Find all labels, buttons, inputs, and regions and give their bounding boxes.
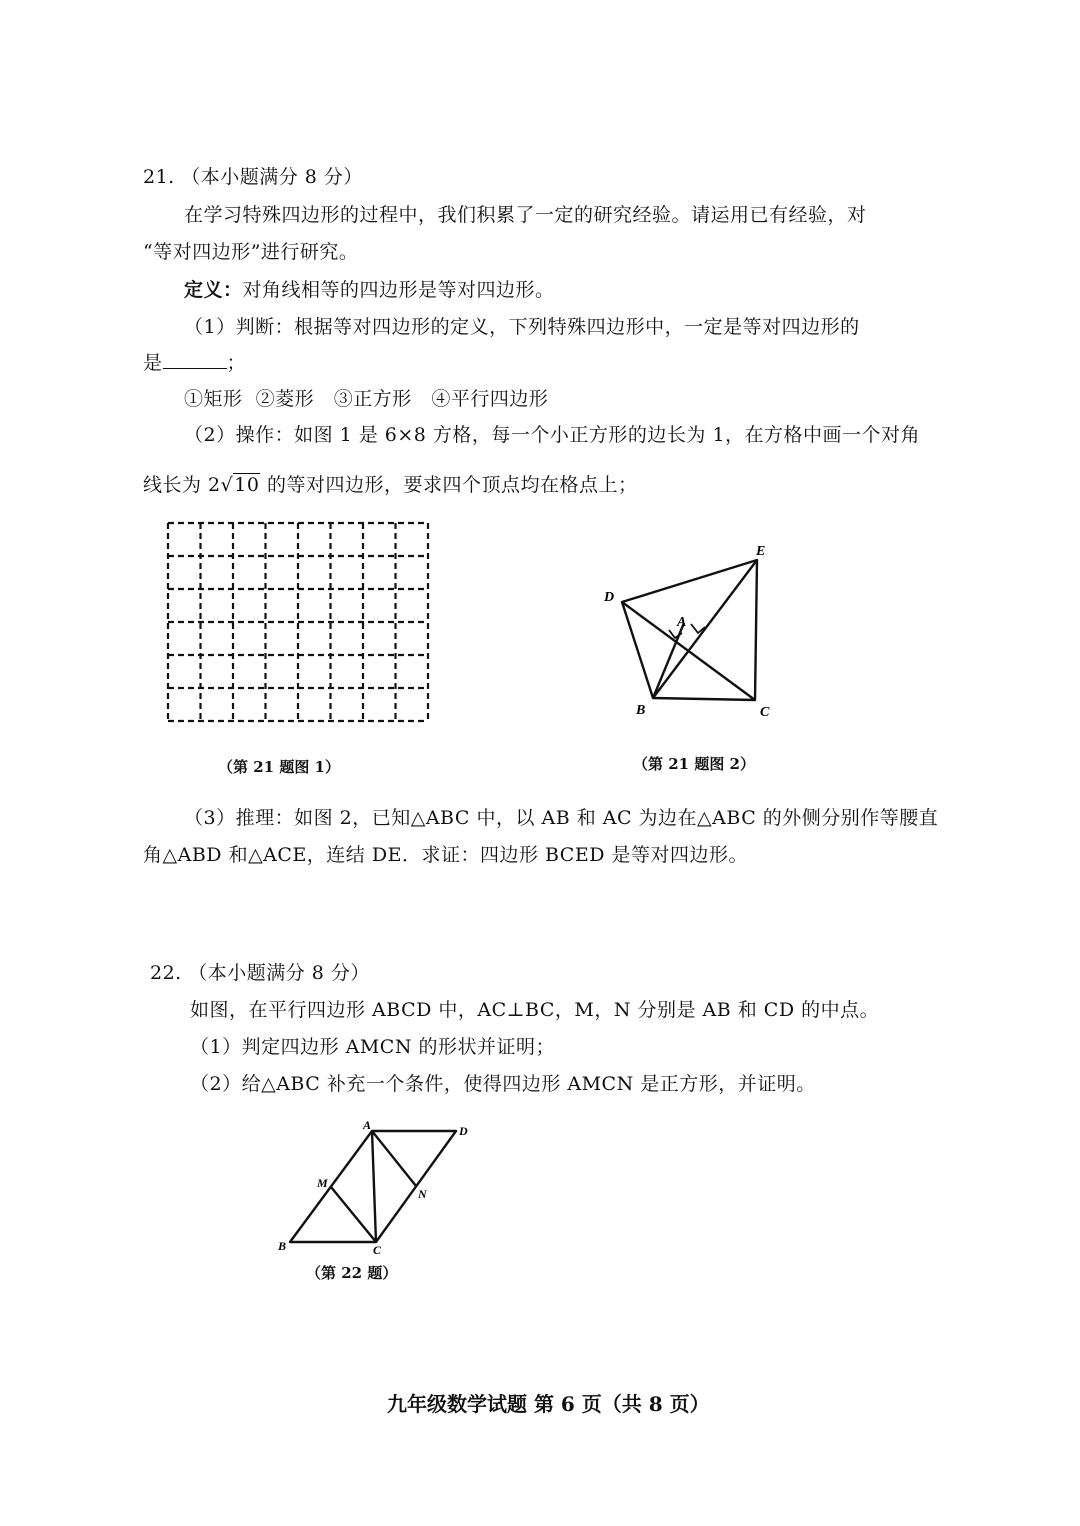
q22-intro: 如图，在平行四边形 ABCD 中，AC⊥BC，M，N 分别是 AB 和 CD 的中点。 xyxy=(190,999,880,1021)
label-M: M xyxy=(317,1176,328,1190)
option-2: ②菱形 xyxy=(255,388,315,410)
quadrilateral-BCED xyxy=(622,560,757,700)
label-E: E xyxy=(756,544,766,559)
q21-part2-line1: （2）操作：如图 1 是 6×8 方格，每一个小正方形的边长为 1，在方格中画一个对角 xyxy=(184,424,921,446)
answer-blank[interactable] xyxy=(163,350,227,369)
definition-text: 对角线相等的四边形是等对四边形。 xyxy=(242,279,555,301)
part1-suffix: ； xyxy=(226,352,247,374)
part2-suffix: 的等对四边形，要求四个顶点均在格点上； xyxy=(260,474,638,496)
label-A: A xyxy=(363,1118,372,1132)
page-footer: 九年级数学试题 第 6 页（共 8 页） xyxy=(387,1392,710,1416)
segment-BE xyxy=(653,560,757,698)
q21-definition xyxy=(184,277,555,303)
option-3: ③正方形 xyxy=(333,388,412,410)
q21-part1-line1: （1）判断：根据等对四边形的定义，下列特殊四边形中，一定是等对四边形的 xyxy=(184,316,860,338)
q21-part3-line2: 角△ABD 和△ACE，连结 DE．求证：四边形 BCED 是等对四边形。 xyxy=(143,844,748,866)
label-N: N xyxy=(418,1187,427,1201)
fig2-caption: （第 21 题图 2） xyxy=(633,755,755,773)
segment-AC xyxy=(372,1131,376,1242)
definition-label: 定义： xyxy=(184,279,243,301)
fig1-grid xyxy=(160,515,440,733)
part1-prefix: 是 xyxy=(143,352,163,374)
option-1: ①矩形 xyxy=(184,388,243,410)
option-4: ④平行四边形 xyxy=(431,388,549,410)
sqrt-radicand: 10 xyxy=(234,474,260,496)
q22-part1: （1）判定四边形 AMCN 的形状并证明； xyxy=(190,1036,556,1058)
fig2-diagram xyxy=(595,538,785,723)
label-C: C xyxy=(760,705,770,720)
q21-options xyxy=(184,386,548,412)
label-B: B xyxy=(636,703,646,718)
segment-AN xyxy=(372,1131,416,1186)
q21-part1-line2 xyxy=(143,350,246,376)
label-A: A xyxy=(677,615,687,630)
label-B: B xyxy=(278,1239,287,1253)
segment-MC xyxy=(331,1187,376,1242)
part2-prefix: 线长为 2 xyxy=(143,474,221,496)
q21-intro-line2: “等对四边形”进行研究。 xyxy=(143,241,359,263)
q21-header: 21. （本小题满分 8 分） xyxy=(143,166,363,188)
q21-part3-line1: （3）推理：如图 2，已知△ABC 中，以 AB 和 AC 为边在△ABC 的外侧分别作等腰直 xyxy=(184,807,939,829)
q21-part2-line2 xyxy=(143,472,637,498)
label-D: D xyxy=(459,1124,468,1138)
label-D: D xyxy=(604,590,615,605)
fig22-diagram xyxy=(270,1115,480,1255)
fig1-caption: （第 21 题图 1） xyxy=(218,758,340,776)
q21-intro-line1: 在学习特殊四边形的过程中，我们积累了一定的研究经验。请运用已有经验，对 xyxy=(184,204,867,226)
fig22-caption: （第 22 题） xyxy=(306,1264,398,1282)
q22-header: 22. （本小题满分 8 分） xyxy=(150,962,370,984)
q22-part2: （2）给△ABC 补充一个条件，使得四边形 AMCN 是正方形，并证明。 xyxy=(190,1073,816,1095)
label-C: C xyxy=(373,1243,382,1255)
sqrt-expression: √10 xyxy=(220,474,260,496)
